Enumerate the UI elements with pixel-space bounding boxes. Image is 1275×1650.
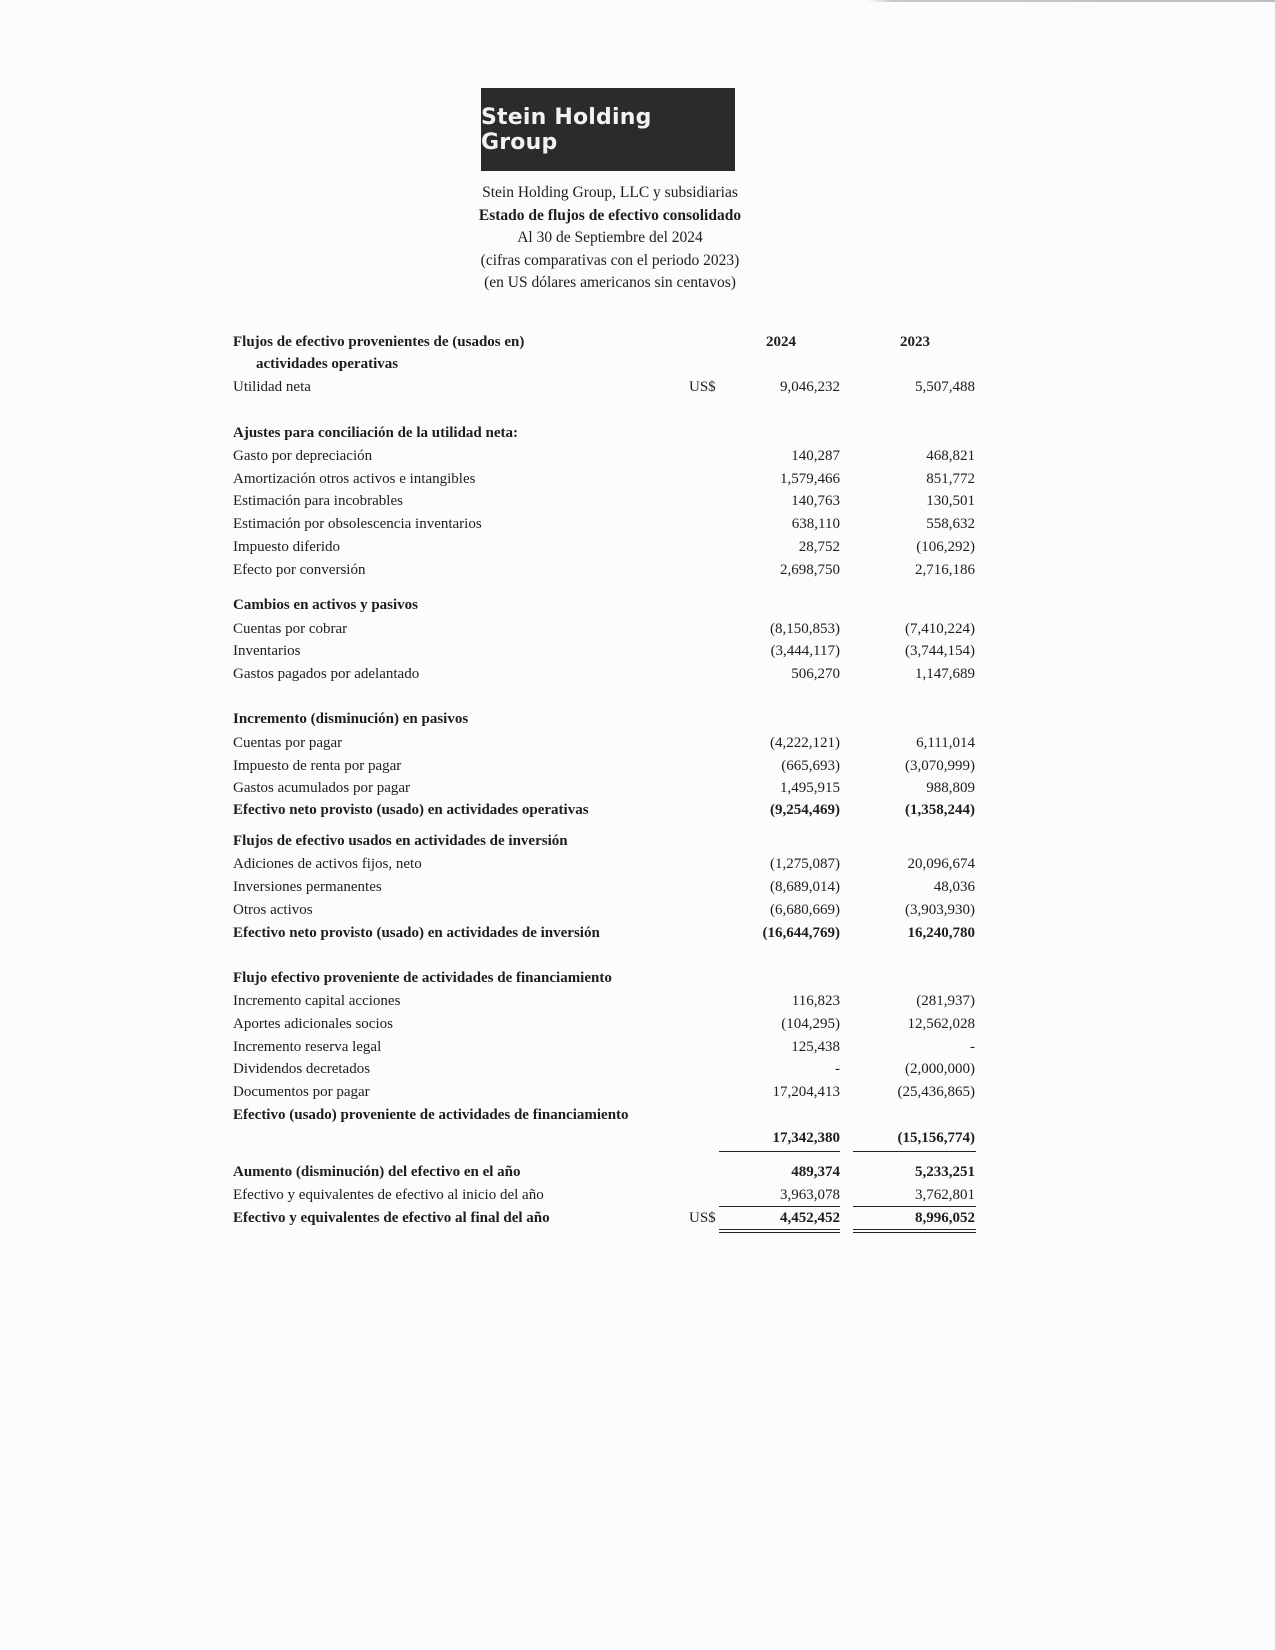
statement-date: Al 30 de Septiembre del 2024: [517, 229, 703, 246]
operating-heading-cont: actividades operativas: [256, 356, 399, 372]
final-double-rule-2024: [719, 1229, 840, 1233]
table-row: Cuentas por cobrar (8,150,853) (7,410,224): [233, 621, 975, 637]
adjustments-heading: Ajustes para conciliación de la utilidad neta:: [233, 425, 519, 441]
table-row: Inversiones permanentes (8,689,014) 48,036: [233, 879, 975, 895]
table-row: Cuentas por pagar (4,222,121) 6,111,014: [233, 735, 975, 751]
financing-heading: Flujo efectivo proveniente de actividades de financiamiento: [233, 970, 612, 986]
table-row: Aportes adicionales socios (104,295) 12,562,028: [233, 1016, 975, 1032]
operating-heading: Flujos de efectivo provenientes de (usados en): [233, 334, 525, 350]
table-row: Estimación para incobrables 140,763 130,501: [233, 493, 975, 509]
company-name: Stein Holding Group, LLC y subsidiarias: [482, 184, 738, 201]
statement-header: [400, 182, 820, 295]
changes-heading: Cambios en activos y pasivos: [233, 597, 419, 613]
table-row: Incremento capital acciones 116,823 (281,937): [233, 993, 975, 1009]
table-row: Impuesto de renta por pagar (665,693) (3,070,999): [233, 758, 975, 774]
table-row: Adiciones de activos fijos, neto (1,275,087) 20,096,674: [233, 856, 975, 872]
statement-title: Estado de flujos de efectivo consolidado: [478, 206, 742, 224]
investing-total-row: Efectivo neto provisto (usado) en actividades de inversión (16,644,769) 16,240,780: [233, 925, 975, 941]
table-row: Gastos acumulados por pagar 1,495,915 988,809: [233, 780, 975, 796]
cash-ending-row: Efectivo y equivalentes de efectivo al final del año US$ 4,452,452 8,996,052: [0, 1207, 1275, 1229]
page-edge: [0, 0, 1275, 2]
final-double-rule-2023: [853, 1229, 976, 1233]
table-row: Otros activos (6,680,669) (3,903,930): [233, 902, 975, 918]
table-row: Impuesto diferido 28,752 (106,292): [233, 539, 975, 555]
total-rule-2024: [719, 1151, 840, 1152]
investing-heading: Flujos de efectivo usados en actividades de inversión: [233, 833, 568, 849]
liabilities-heading: Incremento (disminución) en pasivos: [233, 711, 469, 727]
table-row: Utilidad neta US$ 9,046,232 5,507,488: [0, 376, 1275, 398]
operating-heading-row: [0, 331, 1275, 353]
currency-label: US$: [689, 379, 716, 395]
table-row: Incremento reserva legal 125,438 -: [233, 1039, 975, 1055]
table-row: Amortización otros activos e intangibles 1,579,466 851,772: [233, 471, 975, 487]
comparative-note: (cifras comparativas con el periodo 2023): [480, 251, 740, 269]
table-row: Efecto por conversión 2,698,750 2,716,186: [233, 562, 975, 578]
column-header-2023: 2023: [900, 334, 930, 350]
cash-change-row: Aumento (disminución) del efectivo en el año 489,374 5,233,251: [233, 1164, 975, 1180]
financing-total-label-row: Efectivo (usado) proveniente de actividades de financiamiento: [233, 1107, 629, 1123]
cash-beginning-row: Efectivo y equivalentes de efectivo al inicio del año 3,963,078 3,762,801: [233, 1187, 975, 1203]
table-row: Documentos por pagar 17,204,413 (25,436,865): [233, 1084, 975, 1100]
total-rule-2023: [853, 1151, 976, 1152]
operating-total-row: Efectivo neto provisto (usado) en actividades operativas (9,254,469) (1,358,244): [233, 802, 975, 818]
currency-label: US$: [689, 1210, 716, 1226]
table-row: Gastos pagados por adelantado 506,270 1,147,689: [233, 666, 975, 682]
company-logo: [481, 88, 735, 171]
column-header-2024: 2024: [766, 334, 796, 350]
logo-text: Stein Holding Group: [481, 104, 652, 155]
financing-total-row: 17,342,380 (15,156,774): [772, 1130, 975, 1146]
currency-note: (en US dólares americanos sin centavos): [484, 274, 736, 291]
table-row: Estimación por obsolescencia inventarios 638,110 558,632: [233, 516, 975, 532]
table-row: Inventarios (3,444,117) (3,744,154): [233, 643, 975, 659]
table-row: Dividendos decretados - (2,000,000): [233, 1061, 975, 1077]
table-row: Gasto por depreciación 140,287 468,821: [233, 448, 975, 464]
operating-heading-row-2: [0, 353, 1275, 375]
